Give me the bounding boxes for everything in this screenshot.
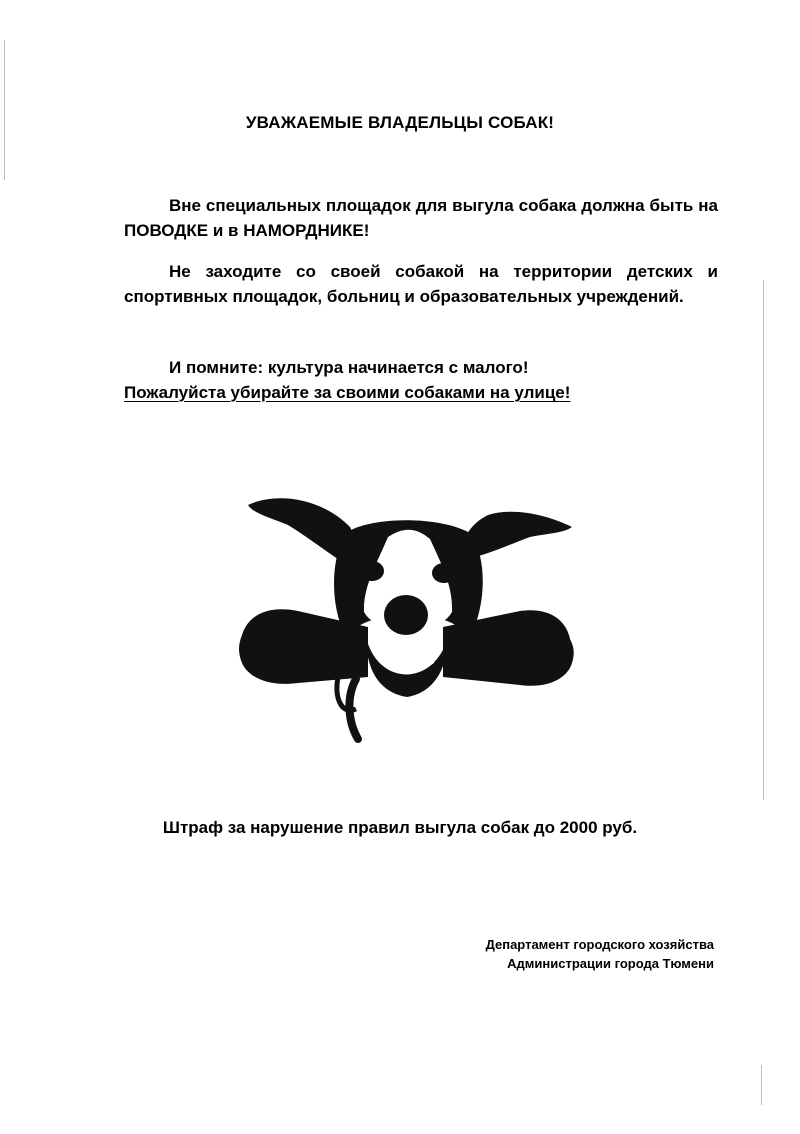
clean-up-request-text: Пожалуйста убирайте за своими собаками на улице! — [124, 383, 571, 402]
signature-administration: Администрации города Тюмени — [507, 956, 714, 971]
signature-block — [486, 935, 714, 973]
right-ear-icon — [463, 512, 572, 559]
fine-notice: Штраф за нарушение правил выгула собак до 2000 руб. — [162, 818, 638, 837]
dog-nose-icon — [384, 595, 428, 635]
culture-reminder-text: И помните: культура начинается с малого! — [169, 358, 529, 377]
scan-edge-left — [4, 40, 5, 180]
paragraph-culture — [124, 355, 718, 405]
scan-edge-right — [763, 280, 764, 800]
right-eye-icon — [432, 563, 456, 583]
paragraph-leash-muzzle — [124, 193, 718, 243]
notice-title: УВАЖАЕМЫЕ ВЛАДЕЛЬЦЫ СОБАК! — [245, 113, 555, 132]
signature-department: Департамент городского хозяйства — [485, 937, 714, 952]
paragraph-leash-muzzle-text: Вне специальных площадок для выгула собака должна быть на ПОВОДКЕ и в НАМОРДНИКЕ! — [124, 196, 718, 240]
paragraph-restricted-areas-text: Не заходите со своей собакой на территории детских и спортивных площадок, больниц и образовательных учреждений. — [124, 262, 718, 306]
scan-edge-bottom-right — [761, 1065, 762, 1105]
left-eye-icon — [360, 561, 384, 581]
paragraph-culture-line — [124, 355, 718, 380]
dog-with-leash-illustration — [238, 487, 574, 747]
paragraph-restricted-areas — [124, 259, 718, 309]
